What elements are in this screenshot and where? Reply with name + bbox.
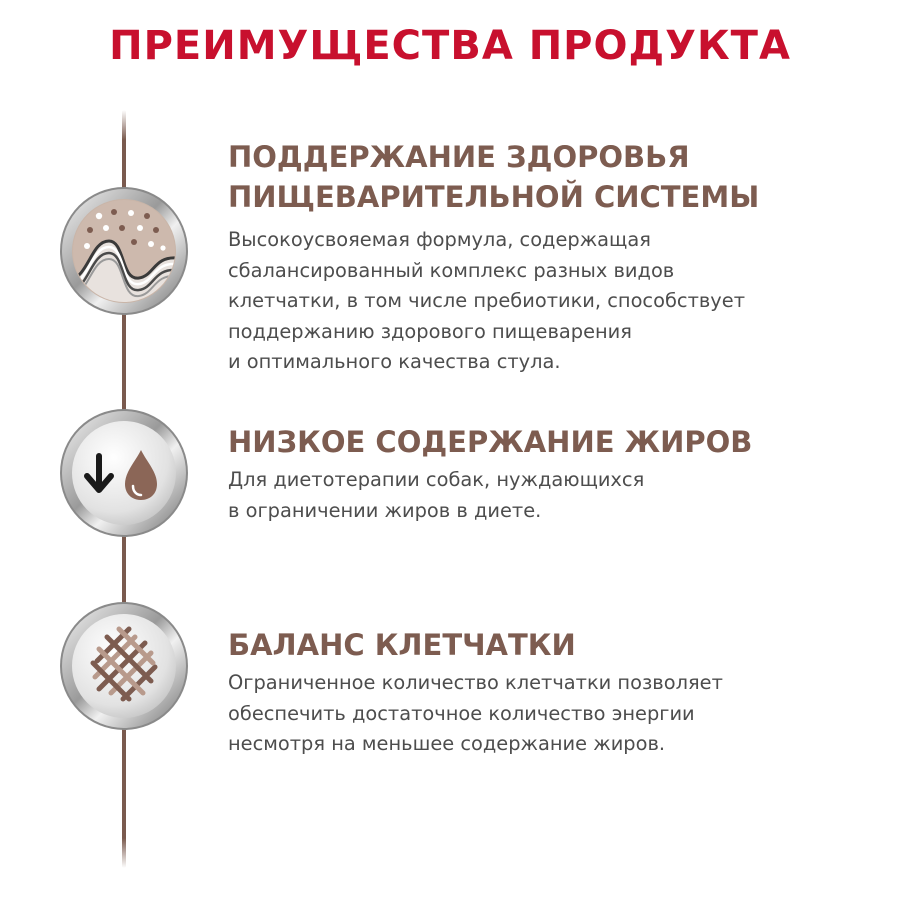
low-fat-icon (59, 408, 189, 538)
fiber-mesh-icon (59, 601, 189, 731)
benefit-text-digestion: Высокоусвояемая формула, содержащая сбалансированный комплекс разных видов клетчатки, в том числе пребиотики, способствует поддержанию здорового пищеварения и оптимального качества стула. (228, 228, 746, 373)
benefit-heading-digestion: ПОДДЕРЖАНИЕ ЗДОРОВЬЯ ПИЩЕВАРИТЕЛЬНОЙ СИСТЕМЫ (228, 140, 760, 214)
benefit-heading-low-fat: НИЗКОЕ СОДЕРЖАНИЕ ЖИРОВ (228, 425, 753, 459)
page-title: ПРЕИМУЩЕСТВА ПРОДУКТА (109, 23, 791, 69)
benefit-text-low-fat: Для диетотерапии собак, нуждающихся в ограничении жиров в диете. (228, 468, 645, 522)
digestive-system-icon (59, 186, 189, 316)
benefit-heading-fiber-balance: БАЛАНС КЛЕТЧАТКИ (228, 628, 576, 662)
benefit-text-fiber-balance: Ограниченное количество клетчатки позволяет обеспечить достаточное количество энергии несмотря на меньшее содержание жиров. (228, 671, 723, 755)
